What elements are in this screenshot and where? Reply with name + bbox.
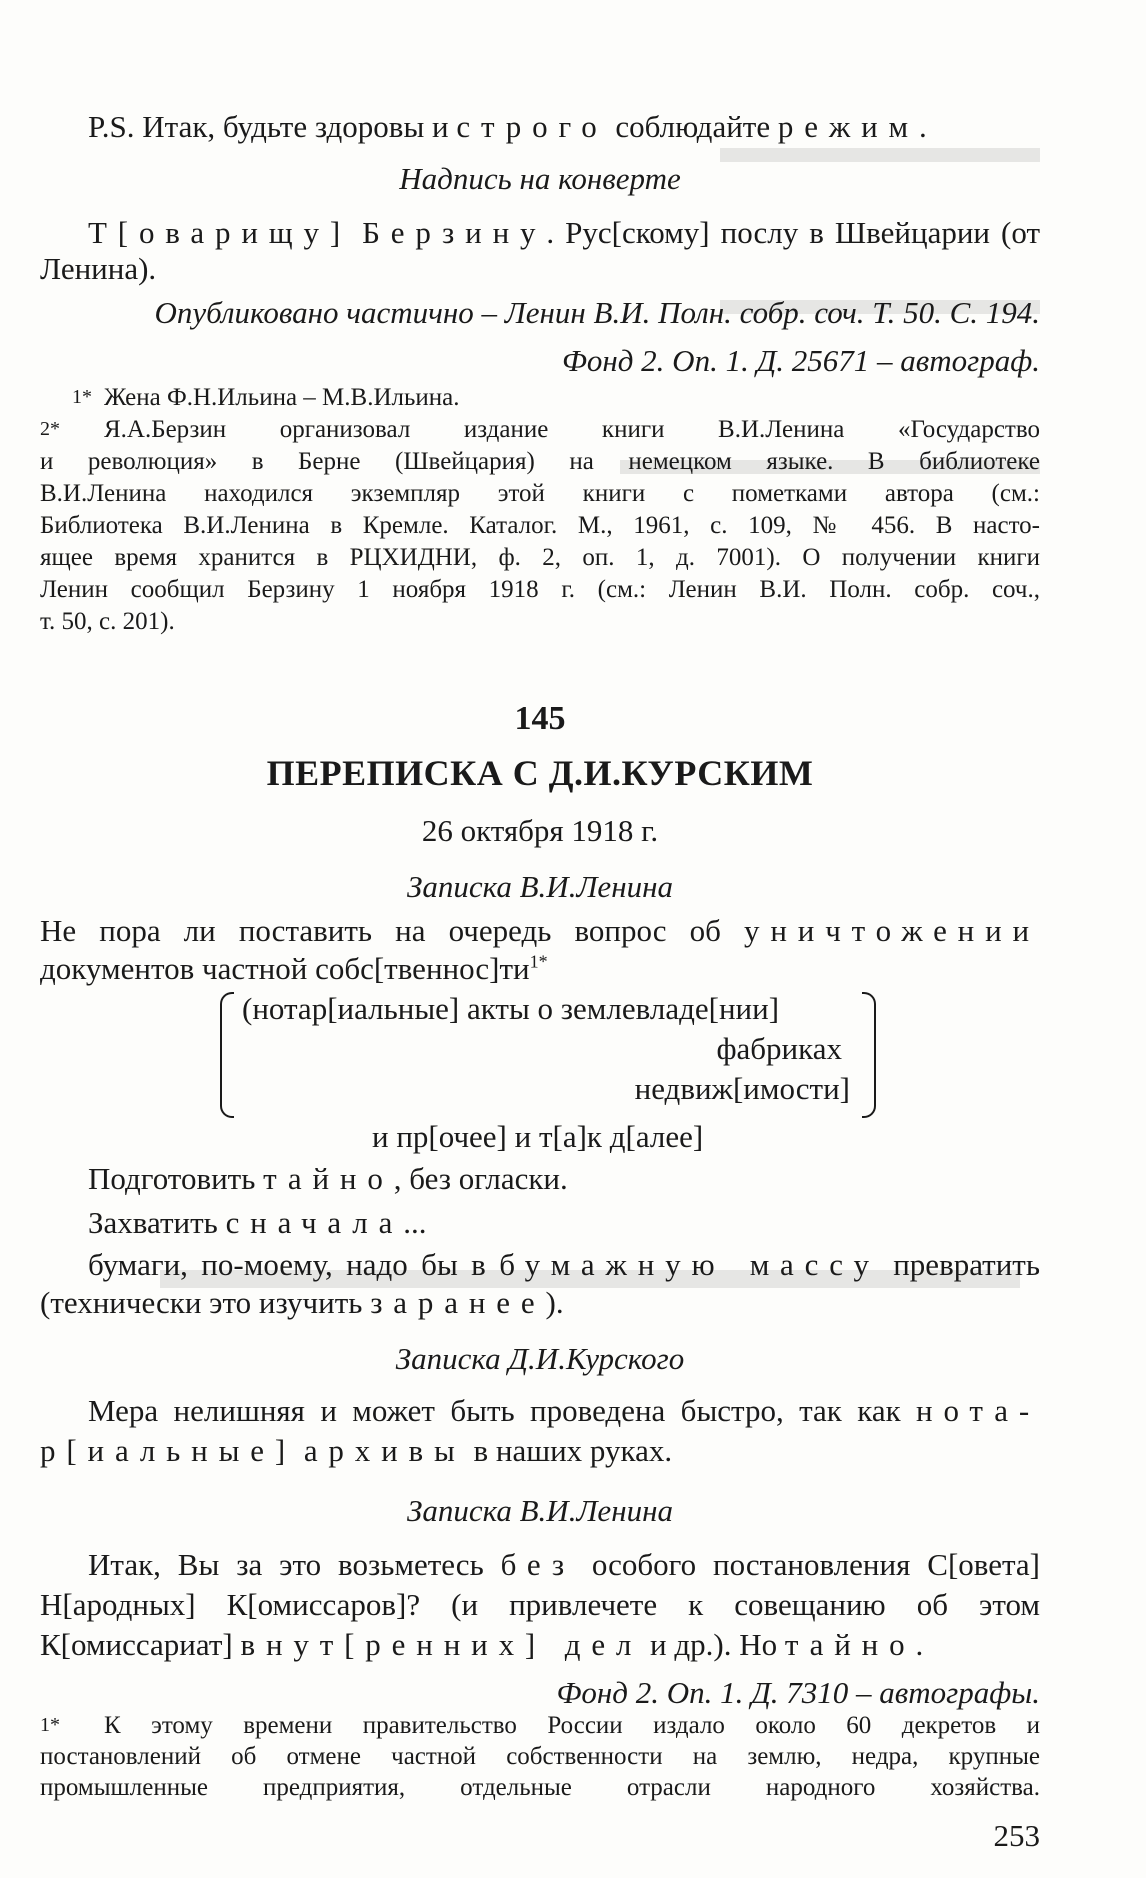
footnote-2-line: Библиотека В.И.Ленина в Кремле. Каталог. М., 1961, с. 109, № 456. В насто-: [40, 512, 1040, 539]
note-1-line: Не пора ли поставить на очередь вопрос об уничтожении: [40, 913, 1040, 948]
footnote-2-line: 2* Я.А.Берзин организовал издание книги В.И.Ленина «Государство: [40, 416, 1040, 443]
envelope-heading: Надпись на конверте: [399, 161, 681, 196]
braced-item: недвиж[имости]: [634, 1071, 850, 1106]
document-title: ПЕРЕПИСКА С Д.И.КУРСКИМ: [266, 753, 814, 793]
archive-reference: Фонд 2. Оп. 1. Д. 25671 – автограф.: [561, 343, 1040, 378]
page-number: 253: [993, 1818, 1040, 1853]
envelope-line-2: Ленина).: [40, 251, 157, 286]
archive-reference: Фонд 2. Оп. 1. Д. 7310 – автографы.: [556, 1675, 1040, 1710]
footnote-3-line: промышленные предприятия, отдельные отрасли народного хозяйства.: [40, 1774, 1040, 1801]
note-1-line: (технически это изучить заранее).: [40, 1285, 564, 1320]
document-number: 145: [514, 700, 566, 737]
note-2-line: р[иальные] архивы в наших руках.: [40, 1433, 673, 1468]
ps-line: P.S. Итак, будьте здоровы и строго соблюдайте режим.: [88, 109, 927, 144]
document-date: 26 октября 1918 г.: [421, 813, 659, 848]
footnote-2-line: и революция» в Берне (Швейцария) на немецком языке. В библиотеке: [40, 448, 1040, 475]
footnote-2-line: ящее время хранится в РЦХИДНИ, ф. 2, оп. 1, д. 7001). О получении книги: [40, 544, 1040, 571]
footnote-marker: 1*: [529, 951, 548, 972]
note-2-line: Мера нелишняя и может быть проведена быстро, так как нота-: [88, 1393, 1040, 1428]
note-1-line: Подготовить тайно, без огласки.: [88, 1161, 568, 1196]
footnote-3-line: 1* К этому времени правительство России издало около 60 декретов и: [40, 1712, 1040, 1739]
note-heading: Записка В.И.Ленина: [407, 869, 673, 904]
note-1-line: документов частной $собс[твеннос]ти^{1*}$: [40, 951, 548, 986]
footnote-2-line: Ленин сообщил Берзину 1 ноября 1918 г. (см.: Ленин В.И. Полн. собр. соч.,: [40, 576, 1040, 603]
note-3-line: Итак, Вы за это возьметесь без особого постановления С[овета]: [88, 1547, 1040, 1582]
footnote-2-line: т. 50, с. 201).: [40, 608, 175, 635]
left-brace: [220, 992, 234, 1118]
note-3-line: К[омиссариат] внут[ренних] дел и др.). Но тайно.: [40, 1627, 924, 1662]
note-heading: Записка Д.И.Курского: [395, 1341, 685, 1376]
note-1-line: и пр[очее] и т[а]к д[алее]: [372, 1119, 704, 1154]
footnote-3-line: постановлений об отмене частной собственности на землю, недра, крупные: [40, 1743, 1040, 1770]
braced-item: (нотар[иальные] акты о землевладе[нии]: [242, 991, 780, 1026]
published-note: Опубликовано частично – Ленин В.И. Полн. собр. соч. Т. 50. С. 194.: [154, 295, 1040, 330]
braced-item: фабриках: [716, 1031, 842, 1066]
note-heading: Записка В.И.Ленина: [407, 1493, 673, 1528]
note-3-line: Н[ародных] К[омиссаров]? (и привлечете к совещанию об этом: [40, 1587, 1040, 1622]
footnote-1: 1* Жена Ф.Н.Ильина – М.В.Ильина.: [72, 384, 460, 411]
footnote-2-line: В.И.Ленина находился экземпляр этой книги с пометками автора (см.:: [40, 480, 1040, 507]
note-1-line: Захватить сначала...: [88, 1205, 427, 1240]
envelope-line-1: Т[оварищу] Берзину. Рус[скому] послу в Швейцарии (от: [88, 215, 1040, 250]
note-1-line: бумаги, по-моему, надо бы в бумажную массу превратить: [88, 1247, 1040, 1282]
right-brace: [862, 992, 876, 1118]
